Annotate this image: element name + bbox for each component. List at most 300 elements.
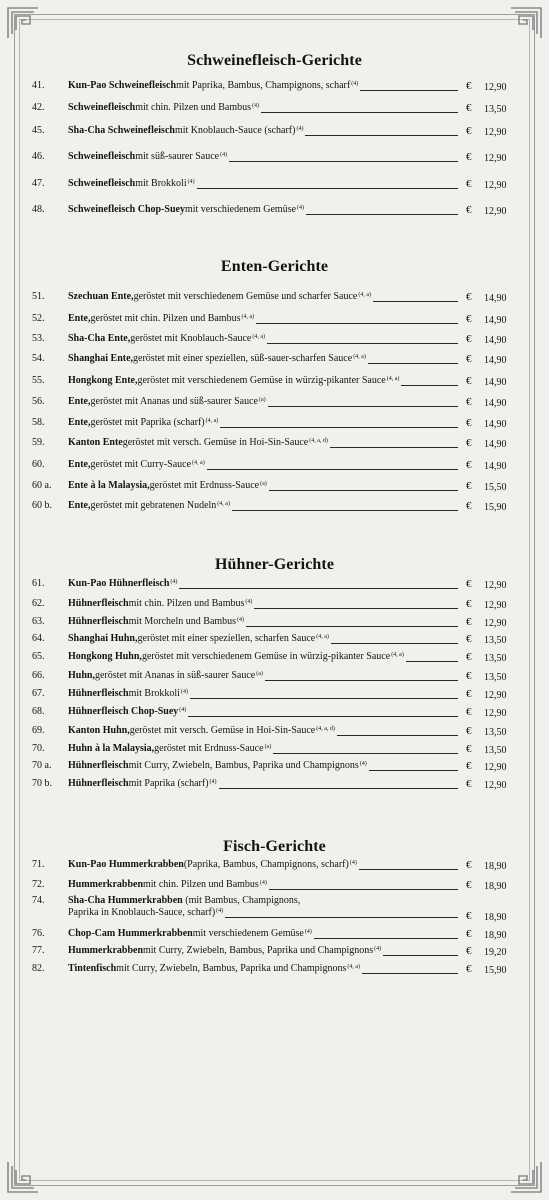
- dish-description: mit verschiedenem Gemüse: [192, 928, 304, 939]
- dish-name: Ente,: [68, 500, 91, 511]
- item-price: 14,90: [484, 335, 507, 346]
- dish-description: (Paprika, Bambus, Champignons, scharf): [183, 859, 349, 870]
- dish-description: mit Knoblauch-Sauce (scharf): [174, 125, 296, 136]
- item-price: 13,50: [484, 653, 507, 664]
- allergen-code: (4): [170, 579, 178, 585]
- euro-sign: €: [466, 437, 472, 449]
- allergen-code: (4): [179, 707, 187, 713]
- allergen-code: (a): [256, 671, 263, 677]
- euro-sign: €: [466, 633, 472, 645]
- item-text: [68, 459, 464, 473]
- allergen-code: (4, a): [192, 460, 205, 466]
- item-price: 18,90: [484, 930, 507, 941]
- euro-sign: €: [466, 291, 472, 303]
- dotted-leader: [314, 928, 458, 939]
- dish-description: geröstet mit Ananas und süß-saurer Sauce: [90, 396, 258, 407]
- item-text: [68, 353, 464, 367]
- allergen-code: (4): [180, 689, 188, 695]
- dish-description: geröstet mit verschiedenem Gemüse in würzig-pikanter Sauce: [137, 375, 386, 386]
- dotted-leader: [254, 598, 458, 609]
- item-price: 14,90: [484, 439, 507, 450]
- allergen-code: (4): [252, 103, 260, 109]
- menu-item: [32, 778, 520, 800]
- allergen-code: (4): [374, 946, 382, 952]
- menu-item: [32, 204, 520, 226]
- item-number: 70.: [32, 743, 45, 754]
- euro-sign: €: [466, 417, 472, 429]
- dish-name: Ente,: [68, 396, 91, 407]
- item-number: 77.: [32, 945, 45, 956]
- item-number: 72.: [32, 879, 45, 890]
- item-number: 68.: [32, 706, 45, 717]
- menu-item: [32, 102, 520, 124]
- item-number: 46.: [32, 151, 45, 162]
- euro-sign: €: [466, 706, 472, 718]
- dotted-leader: [268, 396, 458, 407]
- euro-sign: €: [466, 480, 472, 492]
- item-text: [68, 725, 464, 739]
- item-price: 12,90: [484, 708, 507, 719]
- dish-name: Kun-Pao Hühnerfleisch: [68, 578, 170, 589]
- dish-name: Schweinefleisch Chop-Suey: [68, 204, 185, 215]
- dish-name: Ente à la Malaysia,: [68, 480, 150, 491]
- allergen-code: (4, a): [252, 334, 265, 340]
- item-price: 19,20: [484, 947, 507, 958]
- dish-description: geröstet mit chin. Pilzen und Bambus: [90, 313, 241, 324]
- item-number: 48.: [32, 204, 45, 215]
- item-text: [68, 291, 464, 305]
- menu-item: [32, 178, 520, 200]
- menu-item: [32, 291, 520, 313]
- allergen-code: (4): [349, 860, 357, 866]
- item-price: 13,50: [484, 727, 507, 738]
- dish-description: geröstet mit einer speziellen, scharfen Sauce: [137, 633, 316, 644]
- dish-name: Kun-Pao Schweinefleisch: [68, 80, 177, 91]
- dotted-leader: [229, 151, 458, 162]
- euro-sign: €: [466, 578, 472, 590]
- item-price: 12,90: [484, 690, 507, 701]
- allergen-code: (4, a, d): [316, 726, 335, 732]
- item-text: [68, 417, 464, 431]
- dotted-leader: [265, 670, 458, 681]
- item-number: 82.: [32, 963, 45, 974]
- item-text: [68, 670, 464, 684]
- dish-description: mit süß-saurer Sauce: [135, 151, 220, 162]
- item-number: 61.: [32, 578, 45, 589]
- allergen-code: (4): [216, 908, 224, 914]
- item-price: 15,90: [484, 965, 507, 976]
- dotted-leader: [401, 375, 458, 386]
- dotted-leader: [383, 945, 458, 956]
- allergen-code: (4): [245, 599, 253, 605]
- allergen-code: (4, a): [358, 292, 372, 298]
- dish-name: Kun-Pao Hummerkrabben: [68, 859, 184, 870]
- item-price: 14,90: [484, 377, 507, 388]
- menu-item: [32, 333, 520, 355]
- item-text: [68, 375, 464, 389]
- allergen-code: (4): [359, 761, 367, 767]
- euro-sign: €: [466, 928, 472, 940]
- item-text: [68, 651, 464, 665]
- euro-sign: €: [466, 859, 472, 871]
- dotted-leader: [269, 879, 458, 890]
- item-text: [68, 760, 464, 774]
- item-price: 14,90: [484, 355, 507, 366]
- menu-item: [32, 963, 520, 985]
- euro-sign: €: [466, 151, 472, 163]
- dish-description: geröstet mit versch. Gemüse in Hoi-Sin-Sauce: [129, 725, 316, 736]
- euro-sign: €: [466, 670, 472, 682]
- item-number: 69.: [32, 725, 45, 736]
- dish-description: geröstet mit Erdnuss-Sauce: [149, 480, 260, 491]
- euro-sign: €: [466, 598, 472, 610]
- dish-description: mit Brokkoli: [135, 178, 187, 189]
- euro-sign: €: [466, 178, 472, 190]
- dish-name: Sha-Cha Hummerkrabben: [68, 895, 183, 906]
- allergen-code: (4, a): [241, 314, 255, 320]
- dish-description: geröstet mit Erdnuss-Sauce: [154, 743, 264, 754]
- item-number: 60.: [32, 459, 45, 470]
- dish-name: Hühnerfleisch: [68, 598, 129, 609]
- item-price: 12,90: [484, 127, 507, 138]
- menu-item: [32, 417, 520, 439]
- allergen-code: (4): [237, 617, 245, 623]
- euro-sign: €: [466, 688, 472, 700]
- item-number: 45.: [32, 125, 45, 136]
- menu-item: [32, 480, 520, 502]
- item-price: 12,90: [484, 180, 507, 191]
- item-price: 18,90: [484, 861, 507, 872]
- item-price: 14,90: [484, 419, 507, 430]
- allergen-code: (4): [187, 179, 195, 185]
- dish-name: Hühnerfleisch: [68, 688, 129, 699]
- dish-name: Ente,: [68, 313, 91, 324]
- allergen-code: (4): [220, 152, 228, 158]
- item-number: 67.: [32, 688, 45, 699]
- euro-sign: €: [466, 204, 472, 216]
- item-price: 13,50: [484, 745, 507, 756]
- menu-item: [32, 313, 520, 335]
- item-number: 64.: [32, 633, 45, 644]
- dotted-leader: [337, 725, 458, 736]
- dotted-leader: [269, 480, 458, 491]
- menu-item: [32, 578, 520, 600]
- menu-item: [32, 437, 520, 459]
- dotted-leader: [369, 760, 458, 771]
- item-price: 12,90: [484, 82, 507, 93]
- dotted-leader: [359, 859, 458, 870]
- menu-item: [32, 859, 520, 881]
- allergen-code: (4): [351, 81, 359, 87]
- dotted-leader: [273, 743, 458, 754]
- dotted-leader: [207, 459, 458, 470]
- item-text: [68, 80, 464, 94]
- dish-name: Schweinefleisch: [68, 102, 136, 113]
- euro-sign: €: [466, 396, 472, 408]
- dish-name: Hongkong Ente,: [68, 375, 138, 386]
- dish-name: Tintenfisch: [68, 963, 117, 974]
- item-text: [68, 333, 464, 347]
- item-text: [68, 743, 464, 757]
- item-price: 12,90: [484, 762, 507, 773]
- dish-description: mit chin. Pilzen und Bambus: [135, 102, 252, 113]
- dish-name: Schweinefleisch: [68, 151, 136, 162]
- dotted-leader: [360, 80, 458, 91]
- item-text: [68, 616, 464, 630]
- dotted-leader: [267, 333, 458, 344]
- menu-item: [32, 151, 520, 173]
- dotted-leader: [197, 178, 458, 189]
- dish-description: geröstet mit Paprika (scharf): [90, 417, 205, 428]
- menu-item: [32, 375, 520, 397]
- euro-sign: €: [466, 879, 472, 891]
- item-number: 66.: [32, 670, 45, 681]
- dish-description: geröstet mit Knoblauch-Sauce: [130, 333, 252, 344]
- allergen-code: (4, a): [217, 501, 230, 507]
- item-text: [68, 895, 464, 923]
- item-text: [68, 437, 464, 451]
- dish-description: mit Curry, Zwiebeln, Bambus, Paprika und Champignons: [128, 760, 359, 771]
- dotted-leader: [179, 578, 458, 589]
- dish-description: geröstet mit versch. Gemüse in Hoi-Sin-Sauce: [122, 437, 309, 448]
- item-text: [68, 102, 464, 116]
- item-price: 18,90: [484, 881, 507, 892]
- item-number: 60 a.: [32, 480, 52, 491]
- menu-item: [32, 125, 520, 147]
- dotted-leader: [246, 616, 458, 627]
- item-price: 18,90: [484, 912, 507, 923]
- euro-sign: €: [466, 760, 472, 772]
- item-text: [68, 480, 464, 494]
- item-price: 12,90: [484, 153, 507, 164]
- dotted-leader: [225, 907, 458, 918]
- item-price: 15,50: [484, 482, 507, 493]
- dish-name: Shanghai Ente,: [68, 353, 134, 364]
- item-text: [68, 396, 464, 410]
- dish-description: mit Curry, Zwiebeln, Bambus, Paprika und Champignons: [143, 945, 374, 956]
- item-number: 52.: [32, 313, 45, 324]
- item-price: 14,90: [484, 461, 507, 472]
- dish-description: mit chin. Pilzen und Bambus: [143, 879, 259, 890]
- dotted-leader: [220, 417, 458, 428]
- item-number: 60 b.: [32, 500, 52, 511]
- euro-sign: €: [466, 963, 472, 975]
- euro-sign: €: [466, 333, 472, 345]
- euro-sign: €: [466, 651, 472, 663]
- dish-description: geröstet mit gebratenen Nudeln: [90, 500, 217, 511]
- dish-description: mit chin. Pilzen und Bambus: [128, 598, 245, 609]
- dish-description: geröstet mit verschiedenem Gemüse und scharfer Sauce: [133, 291, 358, 302]
- allergen-code: (4): [259, 880, 267, 886]
- dish-name: Chop-Cam Hummerkrabben: [68, 928, 193, 939]
- item-text: [68, 125, 464, 139]
- item-text: [68, 928, 464, 942]
- menu-item: [32, 353, 520, 375]
- item-text: [68, 500, 464, 514]
- item-number: 74.: [32, 895, 45, 906]
- dish-name: Ente,: [68, 459, 91, 470]
- dish-description: geröstet mit verschiedenem Gemüse in würzig-pikanter Sauce: [141, 651, 391, 662]
- dish-name: Shanghai Huhn,: [68, 633, 138, 644]
- item-number: 62.: [32, 598, 45, 609]
- item-price: 14,90: [484, 315, 507, 326]
- item-number: 63.: [32, 616, 45, 627]
- item-text: [68, 578, 464, 592]
- item-price: 13,50: [484, 635, 507, 646]
- menu-item: [32, 500, 520, 522]
- allergen-code: (4, a): [347, 964, 361, 970]
- item-text: [68, 633, 464, 647]
- item-number: 41.: [32, 80, 45, 91]
- item-number: 65.: [32, 651, 45, 662]
- allergen-code: (a): [260, 481, 267, 487]
- dotted-leader: [373, 291, 458, 302]
- allergen-code: (4, a): [353, 354, 366, 360]
- allergen-code: (a): [264, 744, 272, 750]
- dish-name: Hummerkrabben: [68, 879, 143, 890]
- section-title: Enten-Gerichte: [220, 258, 329, 275]
- dish-description: geröstet mit Curry-Sauce: [90, 459, 192, 470]
- dotted-leader: [406, 651, 458, 662]
- section-title: Schweinefleisch-Gerichte: [187, 52, 362, 69]
- allergen-code: (a): [258, 397, 266, 403]
- item-number: 59.: [32, 437, 45, 448]
- euro-sign: €: [466, 945, 472, 957]
- dish-description: mit Paprika, Bambus, Champignons, scharf: [176, 80, 351, 91]
- dotted-leader: [188, 706, 458, 717]
- dish-description: geröstet mit Ananas in süß-saurer Sauce: [94, 670, 256, 681]
- dish-description: mit Curry, Zwiebeln, Bambus, Paprika und Champignons: [116, 963, 347, 974]
- section-title: Hühner-Gerichte: [214, 556, 335, 573]
- dish-description: mit Brokkoli: [128, 688, 180, 699]
- item-text: [68, 204, 464, 218]
- allergen-code: (4, a): [386, 376, 400, 382]
- item-number: 42.: [32, 102, 45, 113]
- dish-name: Hühnerfleisch: [68, 616, 129, 627]
- dotted-leader: [306, 204, 458, 215]
- dotted-leader: [305, 125, 458, 136]
- dish-name: Schweinefleisch: [68, 178, 136, 189]
- dotted-leader: [331, 633, 458, 644]
- corner-ornament-icon: [509, 6, 543, 40]
- dotted-leader: [368, 353, 458, 364]
- dish-description: (mit Bambus, Champignons,: [182, 895, 301, 906]
- dish-name: Szechuan Ente,: [68, 291, 134, 302]
- item-number: 54.: [32, 353, 45, 364]
- dotted-leader: [261, 102, 458, 113]
- item-number: 76.: [32, 928, 45, 939]
- dish-name: Hühnerfleisch Chop-Suey: [68, 706, 179, 717]
- menu-item: [32, 459, 520, 481]
- euro-sign: €: [466, 616, 472, 628]
- euro-sign: €: [466, 459, 472, 471]
- item-price: 12,90: [484, 206, 507, 217]
- dish-description: geröstet mit einer speziellen, süß-sauer-scharfen Sauce: [133, 353, 353, 364]
- dish-name: Sha-Cha Ente,: [68, 333, 131, 344]
- allergen-code: (4): [297, 205, 305, 211]
- allergen-code: (4): [296, 126, 304, 132]
- item-text: [68, 963, 464, 977]
- item-text: [68, 598, 464, 612]
- item-price: 12,90: [484, 580, 507, 591]
- euro-sign: €: [466, 313, 472, 325]
- dotted-leader: [190, 688, 458, 699]
- item-number: 70 b.: [32, 778, 52, 789]
- item-price: 14,90: [484, 293, 507, 304]
- dotted-leader: [330, 437, 458, 448]
- item-text: [68, 778, 464, 792]
- euro-sign: €: [466, 778, 472, 790]
- item-text: [68, 859, 464, 873]
- euro-sign: €: [466, 910, 472, 922]
- dish-name: Hühnerfleisch: [68, 760, 129, 771]
- dish-description: mit verschiedenem Gemüse: [184, 204, 297, 215]
- item-number: 55.: [32, 375, 45, 386]
- euro-sign: €: [466, 743, 472, 755]
- item-price: 15,90: [484, 502, 507, 513]
- dish-description-cont: Paprika in Knoblauch-Sauce, scharf): [68, 907, 216, 918]
- dish-name: Huhn à la Malaysia,: [68, 743, 155, 754]
- item-number: 58.: [32, 417, 45, 428]
- item-text: [68, 313, 464, 327]
- item-number: 47.: [32, 178, 45, 189]
- menu-item: [32, 80, 520, 102]
- euro-sign: €: [466, 375, 472, 387]
- item-number: 71.: [32, 859, 45, 870]
- dish-name: Huhn,: [68, 670, 95, 681]
- dotted-leader: [232, 500, 458, 511]
- menu-item: [32, 895, 520, 925]
- dish-description: mit Paprika (scharf): [128, 778, 209, 789]
- item-text: [68, 945, 464, 959]
- allergen-code: (4, a): [391, 652, 404, 658]
- item-price: 12,90: [484, 618, 507, 629]
- dish-name: Kanton Huhn,: [68, 725, 130, 736]
- item-price: 13,50: [484, 672, 507, 683]
- dish-name: Sha-Cha Schweinefleisch: [68, 125, 175, 136]
- item-number: 70 a.: [32, 760, 52, 771]
- dotted-leader: [219, 778, 458, 789]
- item-price: 14,90: [484, 398, 507, 409]
- dish-name: Ente,: [68, 417, 91, 428]
- euro-sign: €: [466, 125, 472, 137]
- dotted-leader: [256, 313, 458, 324]
- corner-ornament-icon: [509, 1160, 543, 1194]
- item-text: [68, 151, 464, 165]
- euro-sign: €: [466, 80, 472, 92]
- item-text: [68, 688, 464, 702]
- allergen-code: (4): [209, 779, 217, 785]
- euro-sign: €: [466, 102, 472, 114]
- corner-ornament-icon: [6, 1160, 40, 1194]
- item-price: 12,90: [484, 600, 507, 611]
- dish-name: Hummerkrabben: [68, 945, 143, 956]
- euro-sign: €: [466, 725, 472, 737]
- dotted-leader: [362, 963, 458, 974]
- dish-name: Hühnerfleisch: [68, 778, 129, 789]
- section-title: Fisch-Gerichte: [223, 838, 326, 855]
- item-text: [68, 178, 464, 192]
- corner-ornament-icon: [6, 6, 40, 40]
- item-text: [68, 706, 464, 720]
- allergen-code: (4, a): [205, 418, 219, 424]
- item-text: [68, 879, 464, 893]
- item-price: 12,90: [484, 780, 507, 791]
- dish-description: mit Morcheln und Bambus: [128, 616, 237, 627]
- allergen-code: (4): [304, 929, 312, 935]
- dish-name: Kanton Ente: [68, 437, 123, 448]
- item-price: 13,50: [484, 104, 507, 115]
